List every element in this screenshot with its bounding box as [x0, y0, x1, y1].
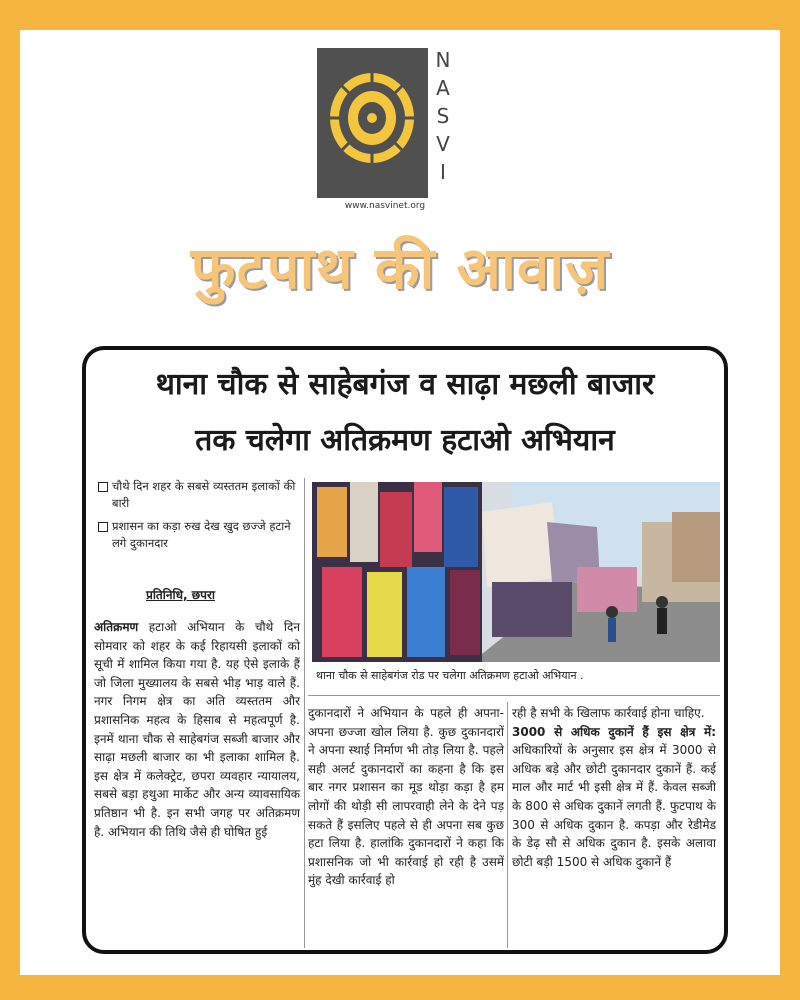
article-column-3: [512, 704, 716, 871]
sun-wheel-emblem: [327, 70, 417, 166]
column-divider: [507, 702, 508, 948]
website-url: www.nasvinet.org: [344, 201, 426, 211]
logo-letter: S: [436, 104, 450, 128]
logo-wordmark: [432, 46, 454, 186]
logo-letter: A: [436, 76, 450, 100]
column-text: रही है सभी के खिलाफ कार्रवाई होना चाहिए.: [512, 706, 705, 720]
photo-caption: थाना चौक से साहेबगंज रोड पर चलेगा अतिक्रमण हटाओ अभियान .: [316, 669, 584, 682]
banner-title: फुटपाथ की आवाज़: [190, 234, 610, 302]
byline: प्रतिनिधि, छपरा: [146, 588, 216, 602]
caption-divider: [308, 695, 720, 696]
headline-line-1: थाना चौक से साहेबगंज व साढ़ा मछली बाजार: [155, 367, 655, 402]
logo-letter: V: [436, 132, 450, 156]
article-column-1: [94, 618, 300, 841]
bullet-item: चौथे दिन शहर के सबसे व्यस्ततम इलाकों की बारी: [96, 478, 301, 512]
column-divider: [304, 478, 305, 948]
street-market-photo: [312, 482, 720, 662]
column-text: अधिकारियों के अनुसार इस क्षेत्र में 3000 से अधिक बड़े और छोटी दुकानदार दुकानें हैं. कई माल और मार्ट भी इसी क्षेत्र में हैं. केवल सब्जी के 800 से अधिक दुकानें लगती हैं. फुटपाथ के 300 से अधिक दुकान है. कपड़ा और रेडीमेड के डेढ़ सौ से अधिक दुकान है. इसके अलावा छोटी बड़ी 1500 से अधिक दुकानें हैं: [512, 743, 716, 869]
lead-word: अतिक्रमण: [94, 620, 139, 634]
news-clipping: [82, 346, 728, 954]
article-column-2: दुकानदारों ने अभियान के पहले ही अपना-अपना छज्जा खोल लिया है. कुछ दुकानदारों ने अपना स्थाई निर्माण भी तोड़ लिया है. पहले सही अलर्ट दुकानदारों का कहना है कि इस बार नगर प्रशासन का मूड थोड़ा कड़ा है हम लोगों की थोड़ी सी लापरवाही लेने के देने पड़ सकते हैं इसलिए पहले से ही अपना सब कुछ हटा लिया है. हालांकि दुकानदारों ने कहा कि प्रशासनिक जो भी कार्रवाई हो रही है उसमें मुंह देखी कार्रवाई हो: [308, 706, 504, 888]
logo-letter: N: [435, 48, 451, 72]
column-text: हटाओ अभियान के चौथे दिन सोमवार को शहर के कई रिहायसी इलाकों को सूची में शामिल किया गया है. यह ऐसे इलाके हैं जो जिला मुख्यालय के सबसे भीड़ भाड़ वाले हैं. नगर निगम क्षेत्र का अति व्यस्ततम और प्रशासनिक महत्व के हिसाब से महत्वपूर्ण है. इनमें थाना चौक से साहेबगंज सब्जी बाजार और साढ़ा मछली बाजार का भी इलाका शामिल है. इस क्षेत्र में कलेक्ट्रेट, छपरा व्यवहार न्यायालय, सबसे बड़ा हथुआ मार्केट और अन्य व्यावसायिक प्रतिष्ठान भी है. इन सभी जगह पर अतिक्रमण है. अभियान की तिथि जैसे ही घोषित हुई: [94, 620, 300, 839]
subheading: 3000 से अधिक दुकानें हैं इस क्षेत्र में:: [512, 724, 716, 739]
bullet-item: प्रशासन का कड़ा रुख देख खुद छज्जे हटाने लगे दुकानदार: [96, 518, 301, 552]
logo-letter: I: [440, 160, 446, 184]
summary-bullets: [96, 478, 301, 558]
headline-line-2: तक चलेगा अतिक्रमण हटाओ अभियान: [195, 423, 615, 458]
